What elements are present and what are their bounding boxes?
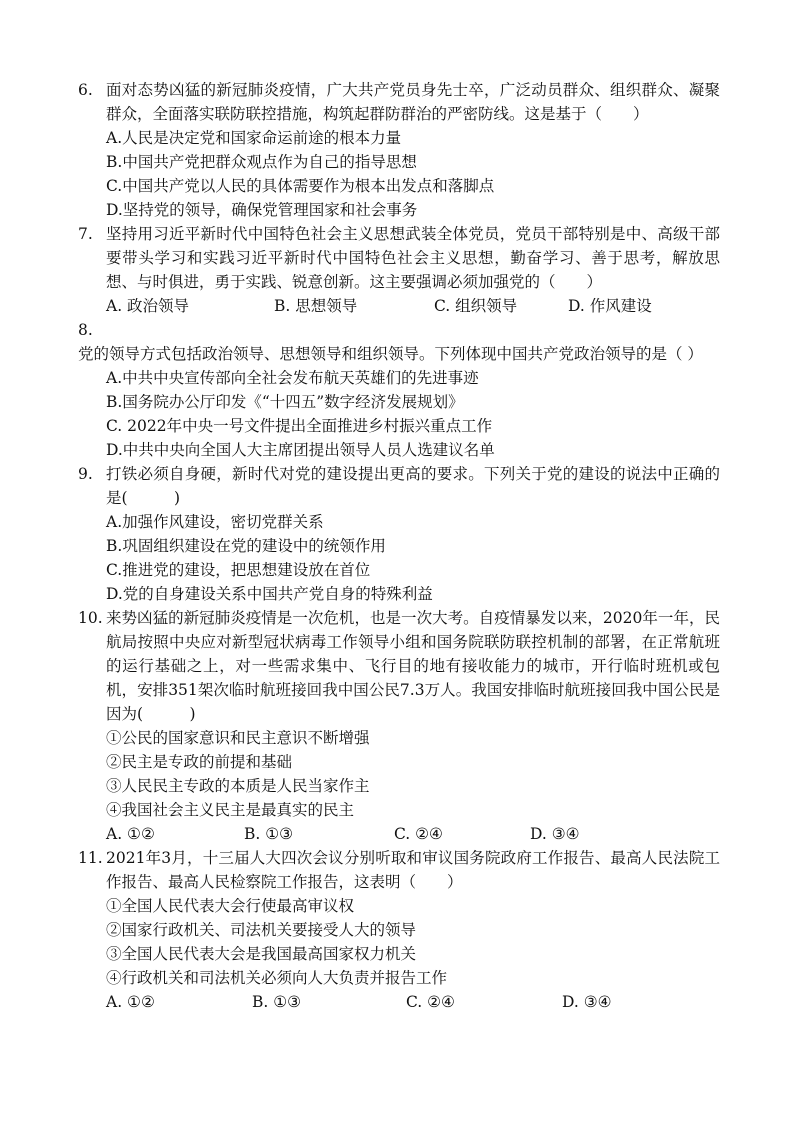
question-6 (78, 78, 720, 222)
question-stem (78, 318, 720, 366)
question-7 (78, 222, 720, 318)
statement-4: ④行政机关和司法机关必须向人大负责并报告工作 (106, 969, 448, 987)
option-c: C.推进党的建设，把思想建设放在首位 (106, 561, 371, 579)
option-d: D. ③④ (530, 825, 580, 843)
option-c: C.中国共产党以人民的具体需要作为根本出发点和落脚点 (106, 177, 495, 195)
option-b: B. ①③ (244, 825, 294, 843)
question-number: 9. (78, 465, 93, 483)
option-a: A.人民是决定党和国家命运前途的根本力量 (106, 129, 402, 147)
option-c: C. ②④ (406, 993, 455, 1011)
question-8 (78, 318, 720, 462)
question-11 (78, 846, 720, 1014)
option-d: D. ③④ (562, 993, 612, 1011)
statement-3: ③人民民主专政的本质是人民当家作主 (106, 777, 370, 795)
option-d: D.坚持党的领导，确保党管理国家和社会事务 (106, 201, 418, 219)
question-number: 8. (78, 321, 93, 339)
question-stem: 坚持用习近平新时代中国特色社会主义思想武装全体党员，党员干部特别是中、高级干部要带头学习和实践习近平新时代中国特色社会主义思想，勤奋学习、善于思考，解放思想、与时俱进，勇于实践、锐意创新。这主要强调必须加强党的（ ） (106, 225, 720, 291)
question-stem: 2021年3月，十三届人大四次会议分别听取和审议国务院政府工作报告、最高人民法院工作报告、最高人民检察院工作报告，这表明（ ） (106, 849, 720, 891)
question-stem: 来势凶猛的新冠肺炎疫情是一次危机，也是一次大考。自疫情暴发以来，2020年一年，民航局按照中央应对新型冠状病毒工作领导小组和国务院联防联控机制的部署，在正常航班的运行基础之上，对一些需求集中、飞行目的地有接收能力的城市，开行临时班机或包机，安排351架次临时航班接回我中国公民7.3万人。我国安排临时航班接回我中国公民是因为( ) (106, 609, 720, 723)
question-number: 10. (78, 609, 103, 627)
option-d: D.中共中央向全国人大主席团提出领导人员人选建议名单 (106, 441, 495, 459)
option-a: A. ①② (106, 825, 155, 843)
question-number: 7. (78, 225, 93, 243)
question-stem-text: 党的领导方式包括政治领导、思想领导和组织领导。下列体现中国共产党政治领导的是（ ） (78, 345, 703, 363)
option-b: B.中国共产党把群众观点作为自己的指导思想 (106, 153, 417, 171)
statement-1: ①公民的国家意识和民主意识不断增强 (106, 729, 370, 747)
options-row (106, 990, 720, 1014)
option-d: D.党的自身建设关系中国共产党自身的特殊利益 (106, 585, 433, 603)
statement-2: ②民主是专政的前提和基础 (106, 753, 293, 771)
option-c: C. 组织领导 (434, 297, 518, 315)
options-row (106, 294, 720, 318)
option-a: A.中共中央宣传部向全社会发布航天英雄们的先进事迹 (106, 369, 479, 387)
option-a: A.加强作风建设，密切党群关系 (106, 513, 324, 531)
option-c: C. ②④ (394, 825, 443, 843)
option-b: B. ①③ (252, 993, 302, 1011)
statement-4: ④我国社会主义民主是最真实的民主 (106, 801, 355, 819)
statement-1: ①全国人民代表大会行使最高审议权 (106, 897, 355, 915)
question-10 (78, 606, 720, 846)
statement-3: ③全国人民代表大会是我国最高国家权力机关 (106, 945, 417, 963)
option-d: D. 作风建设 (568, 297, 652, 315)
statement-2: ②国家行政机关、司法机关要接受人大的领导 (106, 921, 417, 939)
question-number: 11. (78, 849, 103, 867)
option-b: B.巩固组织建设在党的建设中的统领作用 (106, 537, 386, 555)
question-9 (78, 462, 720, 606)
option-a: A. ①② (106, 993, 155, 1011)
option-a: A. 政治领导 (106, 297, 190, 315)
option-b: B. 思想领导 (274, 297, 358, 315)
options-row (106, 822, 720, 846)
option-b: B.国务院办公厅印发《“十四五”数字经济发展规划》 (106, 393, 464, 411)
question-number: 6. (78, 81, 93, 99)
option-c: C. 2022年中央一号文件提出全面推进乡村振兴重点工作 (106, 417, 493, 435)
question-stem: 面对态势凶猛的新冠肺炎疫情，广大共产党员身先士卒，广泛动员群众、组织群众、凝聚群众，全面落实联防联控措施，构筑起群防群治的严密防线。这是基于（ ） (106, 81, 720, 123)
question-stem: 打铁必须自身硬，新时代对党的建设提出更高的要求。下列关于党的建设的说法中正确的是( ) (106, 465, 720, 507)
